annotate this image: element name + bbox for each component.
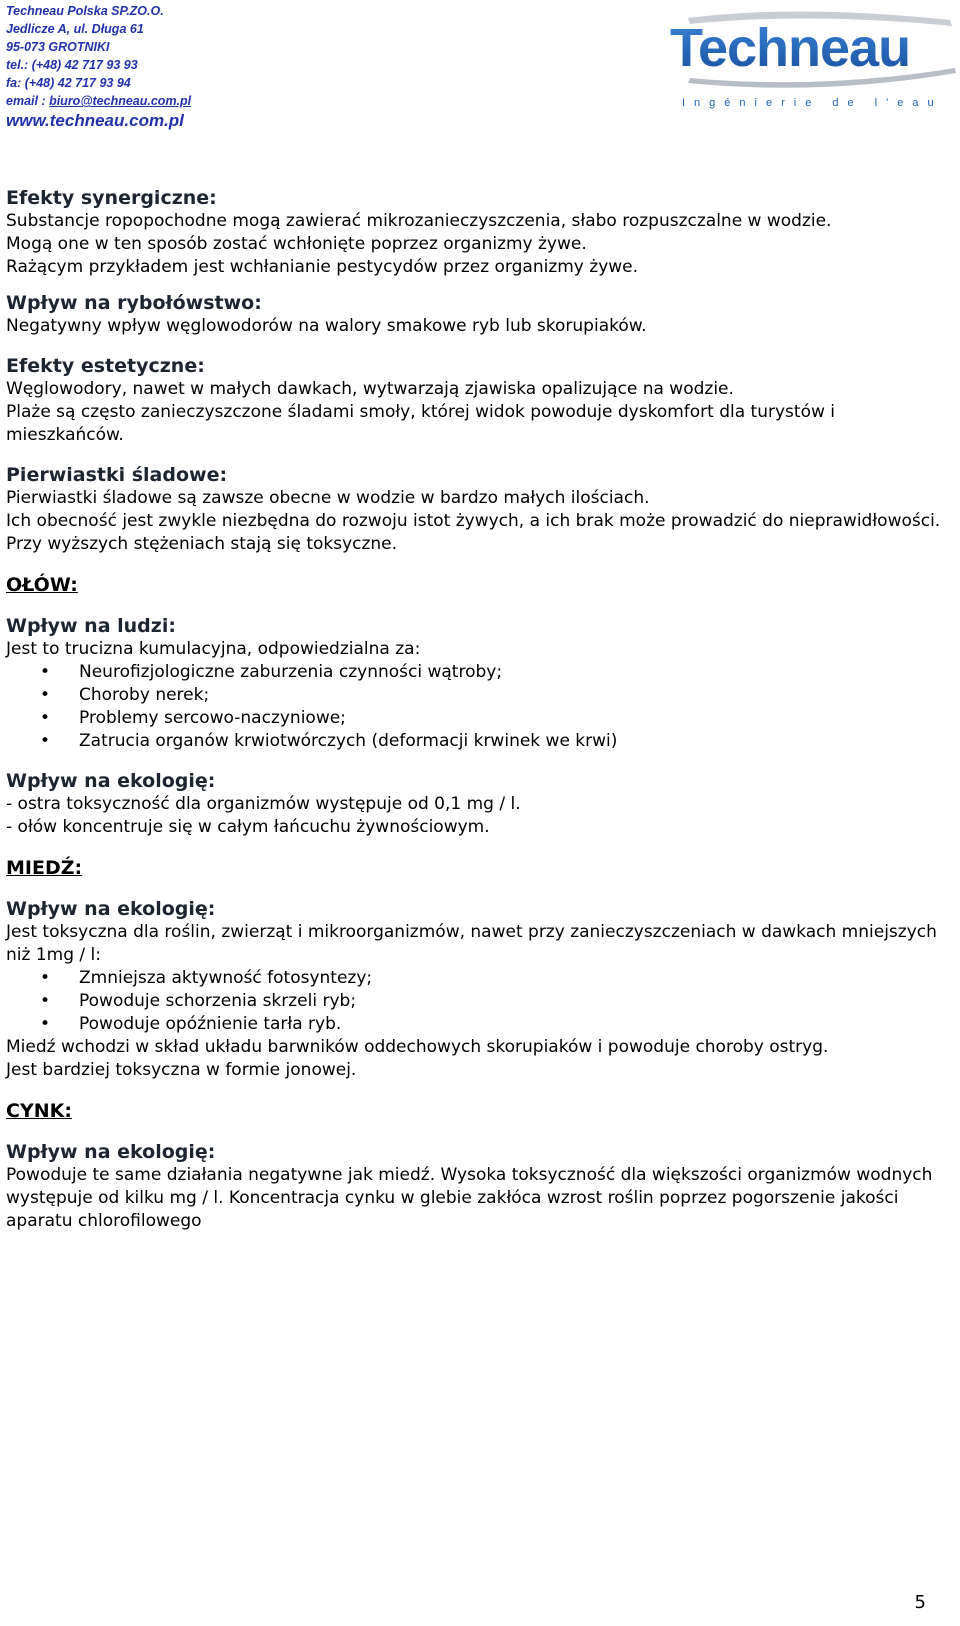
heading-synergy: Efekty synergiczne: bbox=[6, 187, 217, 209]
company-street: Jedlicze A, ul. Długa 61 bbox=[6, 22, 144, 36]
list-item: • Zmniejsza aktywność fotosyntezy; bbox=[6, 967, 951, 990]
paragraph-line: Przy wyższych stężeniach stają się toksyczne. bbox=[6, 534, 398, 554]
paragraph-line: Miedź wchodzi w skład układu barwników oddechowych skorupiaków i powoduje choroby ostryg. bbox=[6, 1037, 829, 1057]
paragraph-line: Pierwiastki śladowe są zawsze obecne w wodzie w bardzo małych ilościach. bbox=[6, 488, 650, 508]
copper-effects-list bbox=[6, 967, 951, 1036]
email-label: email : bbox=[6, 94, 50, 108]
heading-zinc-ecology: Wpływ na ekologię: bbox=[6, 1141, 216, 1163]
page-header bbox=[6, 0, 946, 130]
paragraph-line: - ołów koncentruje się w całym łańcuchu żywnościowym. bbox=[6, 817, 490, 837]
paragraph-line: Rażącym przykładem jest wchłanianie pestycydów przez organizmy żywe. bbox=[6, 257, 639, 277]
company-name: Techneau Polska SP.ZO.O. bbox=[6, 4, 164, 18]
paragraph-text: Powoduje te same działania negatywne jak miedź. Wysoka toksyczność dla większości organizmów wodnych występuje od kilku mg / l. Koncentracja cynku w glebie zakłóca wzrost roślin poprzez pogorszenie jakości aparatu chlorofilowego bbox=[6, 1165, 933, 1231]
techneau-logo bbox=[670, 6, 960, 111]
paragraph-line: Plaże są często zanieczyszczone śladami smoły, której widok powoduje dyskomfort dla turystów i mieszkańców. bbox=[6, 402, 835, 445]
document-body bbox=[6, 186, 951, 1233]
list-item: • Choroby nerek; bbox=[6, 684, 951, 707]
list-item: • Zatrucia organów krwiotwórczych (deformacji krwinek we krwi) bbox=[6, 730, 951, 753]
paragraph-line: Substancje ropopochodne mogą zawierać mikrozanieczyszczenia, słabo rozpuszczalne w wodzie. bbox=[6, 211, 832, 231]
list-item: • Neurofizjologiczne zaburzenia czynności wątroby; bbox=[6, 661, 951, 684]
paragraph-line: Mogą one w ten sposób zostać wchłonięte poprzez organizmy żywe. bbox=[6, 234, 587, 254]
section-title-copper: MIEDŹ: bbox=[6, 857, 83, 879]
heading-copper-ecology: Wpływ na ekologię: bbox=[6, 898, 216, 920]
list-item: • Problemy sercowo-naczyniowe; bbox=[6, 707, 951, 730]
paragraph-line: Ich obecność jest zwykle niezbędna do rozwoju istot żywych, a ich brak może prowadzić do nieprawidłowości. bbox=[6, 511, 941, 531]
paragraph-line: - ostra toksyczność dla organizmów występuje od 0,1 mg / l. bbox=[6, 794, 521, 814]
website-link[interactable]: www.techneau.com.pl bbox=[6, 111, 184, 130]
company-phone: tel.: (+48) 42 717 93 93 bbox=[6, 58, 138, 72]
company-postal: 95-073 GROTNIKI bbox=[6, 40, 110, 54]
paragraph-line: Jest to trucizna kumulacyjna, odpowiedzialna za: bbox=[6, 639, 421, 659]
paragraph-line: Jest toksyczna dla roślin, zwierząt i mikroorganizmów, nawet przy zanieczyszczeniach w dawkach mniejszych niż 1mg / l: bbox=[6, 922, 937, 965]
heading-trace-elements: Pierwiastki śladowe: bbox=[6, 464, 228, 486]
email-link[interactable]: biuro@techneau.com.pl bbox=[49, 94, 192, 108]
page-number: 5 bbox=[914, 1592, 926, 1613]
paragraph-line: Jest bardziej toksyczna w formie jonowej. bbox=[6, 1060, 357, 1080]
heading-lead-people: Wpływ na ludzi: bbox=[6, 615, 176, 637]
heading-lead-ecology: Wpływ na ekologię: bbox=[6, 770, 216, 792]
company-email-line bbox=[6, 92, 191, 110]
paragraph-line: Węglowodory, nawet w małych dawkach, wytwarzają zjawiska opalizujące na wodzie. bbox=[6, 379, 734, 399]
heading-fishing: Wpływ na rybołówstwo: bbox=[6, 292, 262, 314]
heading-aesthetic: Efekty estetyczne: bbox=[6, 355, 205, 377]
list-item: • Powoduje opóźnienie tarła ryb. bbox=[6, 1013, 951, 1036]
company-address-block bbox=[6, 2, 191, 132]
section-title-zinc: CYNK: bbox=[6, 1100, 72, 1122]
paragraph-line: Negatywny wpływ węglowodorów na walory smakowe ryb lub skorupiaków. bbox=[6, 316, 647, 336]
lead-effects-list bbox=[6, 661, 951, 753]
list-item: • Powoduje schorzenia skrzeli ryb; bbox=[6, 990, 951, 1013]
logo-wordmark: Techneau bbox=[670, 18, 911, 78]
section-title-lead: OŁÓW: bbox=[6, 574, 78, 596]
logo-tagline: Ingénierie de l'eau bbox=[682, 97, 943, 109]
company-fax: fa: (+48) 42 717 93 94 bbox=[6, 76, 131, 90]
